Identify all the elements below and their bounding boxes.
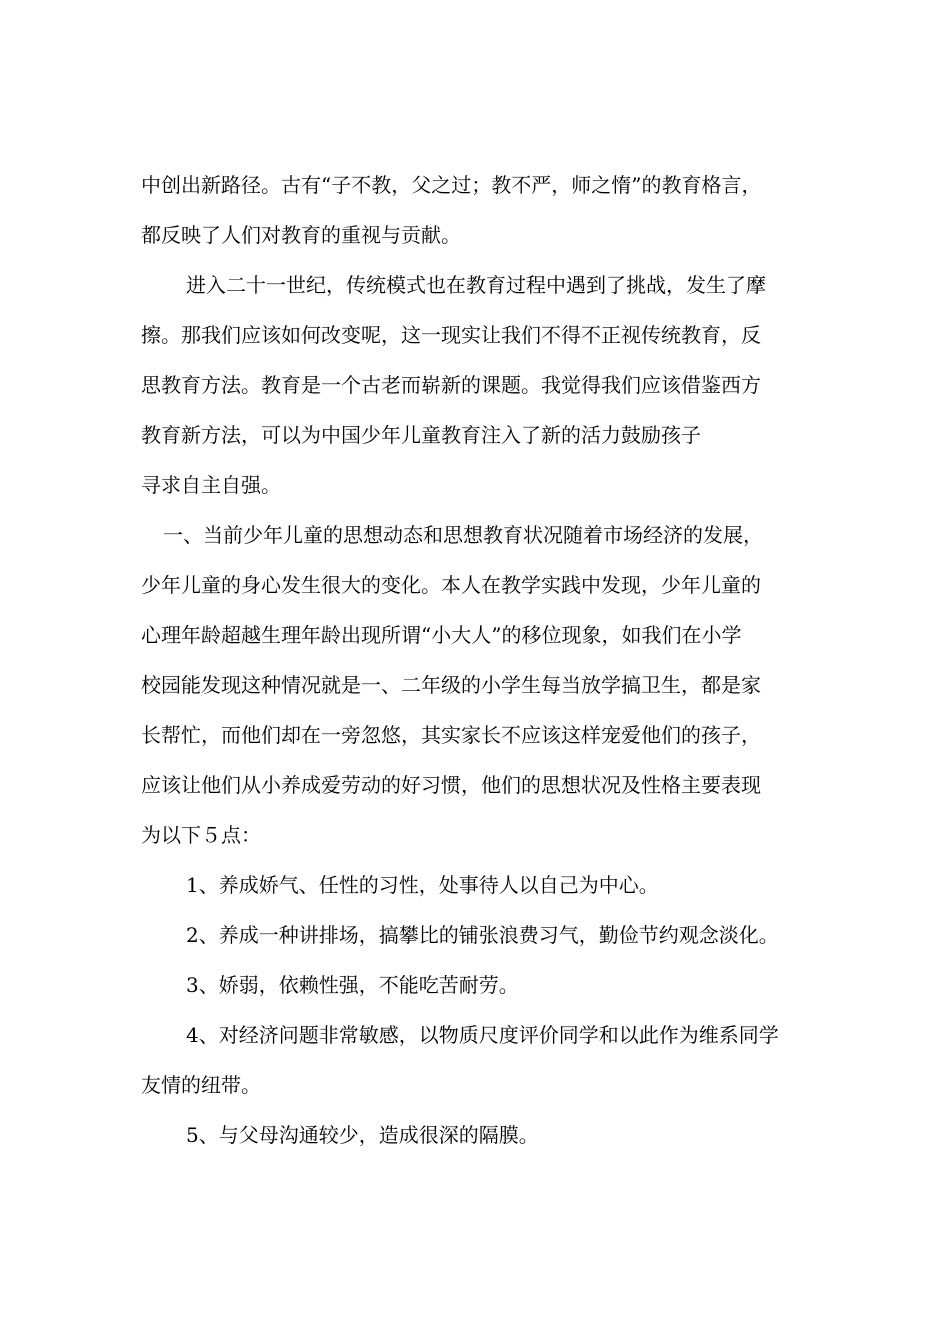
point-item-1: 1、养成娇气、任性的习性，处事待人以自己为中心。	[186, 873, 659, 897]
point-item-3: 3、娇弱，依赖性强，不能吃苦耐劳。	[186, 973, 519, 997]
text-line: 进入二十一世纪，传统模式也在教育过程中遇到了挑战，发生了摩	[186, 273, 766, 297]
text-line: 思教育方法。教育是一个古老而崭新的课题。我觉得我们应该借鉴西方	[141, 373, 761, 397]
section-heading-line: 一、当前少年儿童的思想动态和思想教育状况随着市场经济的发展，	[163, 523, 763, 547]
text-line: 校园能发现这种情况就是一、二年级的小学生每当放学搞卫生，都是家	[141, 673, 761, 697]
point-item-4-cont: 友情的纽带。	[141, 1073, 261, 1097]
text-line: 为以下５点：	[141, 823, 261, 847]
text-line: 心理年龄超越生理年龄出现所谓“小大人”的移位现象，如我们在小学	[141, 623, 742, 647]
text-line: 少年儿童的身心发生很大的变化。本人在教学实践中发现，少年儿童的	[141, 573, 761, 597]
text-line: 应该让他们从小养成爱劳动的好习惯，他们的思想状况及性格主要表现	[141, 773, 761, 797]
point-item-2: 2、养成一种讲排场，搞攀比的铺张浪费习气，勤俭节约观念淡化。	[186, 923, 779, 947]
text-line: 教育新方法，可以为中国少年儿童教育注入了新的活力鼓励孩子	[141, 423, 701, 447]
text-line: 擦。那我们应该如何改变呢，这一现实让我们不得不正视传统教育，反	[141, 323, 761, 347]
text-line: 寻求自主自强。	[141, 473, 281, 497]
text-line: 中创出新路径。古有“子不教，父之过；教不严，师之惰”的教育格言，	[141, 173, 762, 197]
text-line: 长帮忙，而他们却在一旁忽悠，其实家长不应该这样宠爱他们的孩子，	[141, 723, 761, 747]
point-item-4: 4、对经济问题非常敏感，以物质尺度评价同学和以此作为维系同学	[186, 1023, 779, 1047]
text-line: 都反映了人们对教育的重视与贡献。	[141, 223, 461, 247]
point-item-5: 5、与父母沟通较少，造成很深的隔膜。	[186, 1123, 539, 1147]
